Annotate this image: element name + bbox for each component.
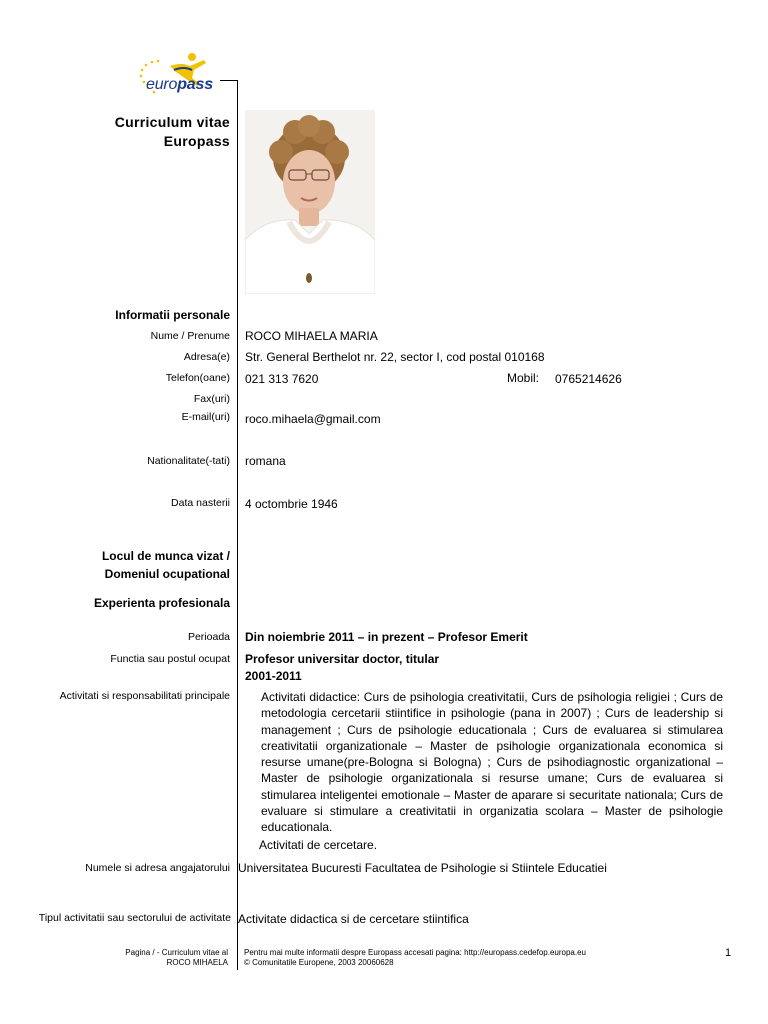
- footer-right: [244, 948, 586, 968]
- page-number: 1: [725, 947, 732, 959]
- name-value: ROCO MIHAELA MARIA: [245, 329, 378, 343]
- personal-info-heading: Informatii personale: [115, 308, 230, 322]
- address-value: Str. General Berthelot nr. 22, sector I, cod postal 010168: [245, 350, 545, 364]
- job-target-line1: Locul de munca vizat /: [101, 549, 230, 563]
- column-divider: [237, 80, 238, 970]
- activities-label: Activitati si responsabilitati principale: [59, 690, 230, 702]
- footer-left-line2: ROCO MIHAELA: [166, 958, 228, 967]
- europass-wordmark: europass: [146, 76, 213, 93]
- mobile-label: Mobil:: [507, 371, 540, 385]
- fax-label: Fax(uri): [193, 393, 230, 405]
- function-years: 2001-2011: [245, 669, 302, 683]
- period-value: Din noiembrie 2011 – in prezent – Profesor Emerit: [245, 630, 528, 644]
- footer-left-line1: Pagina / - Curriculum vitae al: [125, 948, 228, 957]
- email-value: roco.mihaela@gmail.com: [245, 412, 381, 426]
- employer-label: Numele si adresa angajatorului: [85, 862, 230, 874]
- footer-left: [125, 948, 228, 968]
- period-label: Perioada: [187, 631, 230, 643]
- birth-date-value: 4 octombrie 1946: [245, 497, 338, 511]
- job-target-heading: [102, 547, 230, 583]
- footer-right-line1: Pentru mai multe informatii despre Europass accesati pagina: http://europass.cedefop.europa.eu: [244, 948, 586, 957]
- cv-title-line2: Europass: [163, 133, 230, 149]
- email-label: E-mail(uri): [181, 411, 230, 423]
- experience-heading: Experienta profesionala: [93, 596, 230, 610]
- address-label: Adresa(e): [183, 351, 230, 363]
- birth-date-label: Data nasterii: [171, 497, 230, 509]
- research-text: Activitati de cercetare.: [259, 838, 378, 852]
- phone-label: Telefon(oane): [165, 372, 230, 384]
- sector-label: Tipul activitatii sau sectorului de activitate: [38, 912, 231, 924]
- mobile-value: 0765214626: [555, 372, 622, 386]
- name-label: Nume / Prenume: [150, 330, 230, 342]
- header-tick-line: [220, 80, 238, 81]
- job-target-line2: Domeniul ocupational: [104, 567, 230, 581]
- phone-value: 021 313 7620: [245, 372, 319, 386]
- profile-photo: [245, 110, 375, 294]
- cv-title-line1: Curriculum vitae: [114, 114, 230, 130]
- activities-text: Activitati didactice: Curs de psihologia creativitatii, Curs de psihologia religiei ; Curs de metodologia cercetarii stiintifice in psihologie (pana in 2007) ; Curs de leadership si management ; Curs de psihologie educationala ; Curs de evaluarea si stimularea creativitatii organizationale – Master de psihologie organizationala economica si resurse umane(pre-Bologna si Bologna) ; Curs de psihodiagnostic organizational – Master de psihologie organizationala si resurse umane; Curs de evaluarea si stimularea inteligentei emotionale – Master de aparare si securitate nationala; Curs de evaluare si stimulare a creativitatii in organizatia scolara – Master de psihologie educationala.: [261, 690, 723, 835]
- footer-right-line2: © Comunitatile Europene, 2003 20060628: [244, 958, 394, 967]
- sector-value: Activitate didactica si de cercetare stiintifica: [238, 912, 469, 926]
- function-value: Profesor universitar doctor, titular: [245, 652, 440, 666]
- function-label: Functia sau postul ocupat: [110, 653, 230, 665]
- nationality-value: romana: [245, 454, 286, 468]
- cv-title: [115, 113, 230, 151]
- nationality-label: Nationalitate(-tati): [147, 455, 230, 467]
- employer-value: Universitatea Bucuresti Facultatea de Psihologie si Stiintele Educatiei: [238, 861, 607, 875]
